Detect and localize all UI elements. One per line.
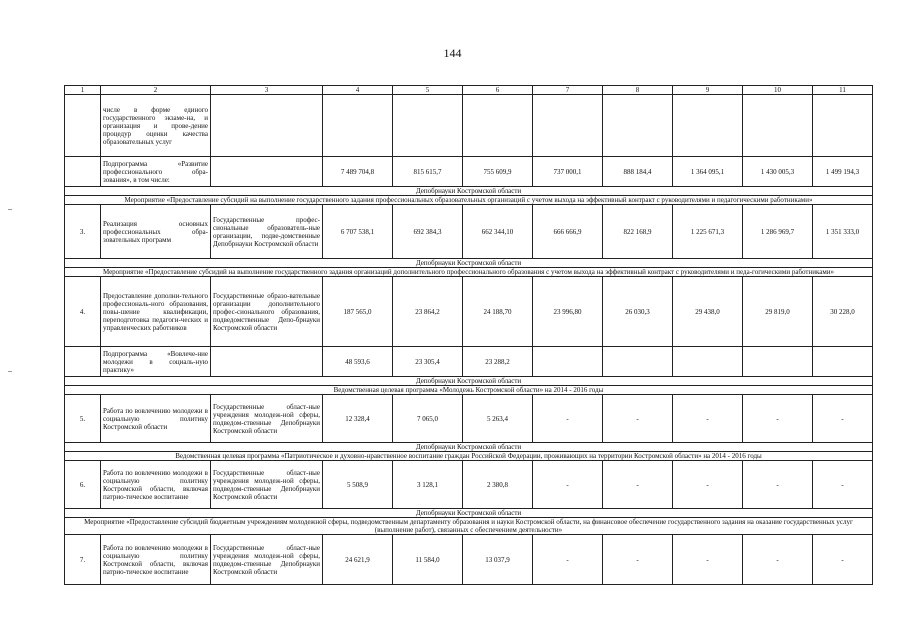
value-cell: -	[673, 395, 743, 443]
value-cell: -	[603, 461, 673, 509]
value-cell: 755 609,9	[463, 157, 533, 187]
value-cell: -	[533, 461, 603, 509]
value-cell: 24 188,70	[463, 277, 533, 347]
measure-row	[65, 518, 873, 535]
subprogram-row	[65, 157, 873, 187]
row-description: Реализация основных профессиональных обра-зовательных программ	[101, 205, 211, 259]
page-number: 144	[443, 46, 462, 60]
section-title: Депобрнауки Костромской области	[65, 377, 873, 386]
row-executor: Государственные област-ные учреждения молодеж-ной сферы, подведом-ственные Депобрнауки Костромской области	[211, 535, 323, 585]
header-cell: 4	[323, 86, 393, 95]
row-number: 3.	[65, 205, 101, 259]
measure-title: Мероприятие «Предоставление субсидий бюджетным учреждениям молодежной сферы, подведомственным департаменту образования и науки Костромской области, на финансовое обеспечение государственного задания на оказание государственных услуг (выполнение работ), связанных с обеспечением деятельности»	[65, 518, 873, 535]
table-row	[65, 95, 873, 157]
value-cell: -	[603, 395, 673, 443]
section-row	[65, 377, 873, 386]
value-cell: -	[813, 461, 873, 509]
row-description: числе в форме единого государственного экзаме-на, и организация и прове-дение процедур оценки качества образовательных услуг	[101, 95, 211, 157]
row-number: 6.	[65, 461, 101, 509]
margin-mark	[8, 209, 12, 210]
value-cell	[673, 347, 743, 377]
value-cell: 30 228,0	[813, 277, 873, 347]
value-cell: -	[743, 461, 813, 509]
value-cell: 48 593,6	[323, 347, 393, 377]
header-cell: 9	[673, 86, 743, 95]
value-cell: 737 000,1	[533, 157, 603, 187]
row-number: 4.	[65, 277, 101, 347]
row-description: Работа по вовлечению молодежи в социальную политику Костромской области, включая патрио-тическое воспитание	[101, 535, 211, 585]
value-cell: 13 037,9	[463, 535, 533, 585]
value-cell: 1 499 194,3	[813, 157, 873, 187]
row-executor: Государственные профес-сиональные образователь-ные организации, подве-домственные Депобрнауки Костромской области	[211, 205, 323, 259]
value-cell: 692 384,3	[393, 205, 463, 259]
header-row	[65, 86, 873, 95]
row-description: Предоставление дополни-тельного профессиональ-ного образования, повы-шение квалификации, переподготовка педагоги-ческих и управленческих работников	[101, 277, 211, 347]
value-cell: 29 438,0	[673, 277, 743, 347]
value-cell: 815 615,7	[393, 157, 463, 187]
value-cell	[743, 347, 813, 377]
value-cell: 888 184,4	[603, 157, 673, 187]
value-cell: 7 065,0	[393, 395, 463, 443]
value-cell: 1 225 671,3	[673, 205, 743, 259]
row-executor: Государственные образо-вательные организации дополнительного профес-сионального образования, подведомственные Депо-брнауки Костромской области	[211, 277, 323, 347]
header-cell: 7	[533, 86, 603, 95]
value-cell: 822 168,9	[603, 205, 673, 259]
measure-title: Ведомственная целевая программа «Патриотическое и духовно-нравственное воспитание граждан Российской Федерации, проживающих на территории Костромской области» на 2014 - 2016 годы	[65, 452, 873, 461]
value-cell	[813, 347, 873, 377]
value-cell: -	[603, 535, 673, 585]
budget-table	[64, 85, 873, 585]
header-cell: 8	[603, 86, 673, 95]
row-executor: Государственные област-ные учреждения молодеж-ной сферы, подведом-ственные Депобрнауки Костромской области	[211, 461, 323, 509]
value-cell: -	[673, 535, 743, 585]
value-cell: 29 819,0	[743, 277, 813, 347]
value-cell: 23 996,80	[533, 277, 603, 347]
value-cell: -	[743, 395, 813, 443]
section-row	[65, 187, 873, 196]
measure-row	[65, 386, 873, 395]
table-row	[65, 205, 873, 259]
table-row	[65, 277, 873, 347]
value-cell: 11 584,0	[393, 535, 463, 585]
value-cell: 1 351 333,0	[813, 205, 873, 259]
measure-title: Мероприятие «Предоставление субсидий на выполнение государственного задания профессиональных образовательных организаций с учетом выхода на эффективный контракт с руководителями и педагогическими работниками»	[65, 196, 873, 205]
value-cell: -	[813, 535, 873, 585]
value-cell: 5 508,9	[323, 461, 393, 509]
value-cell: 23 864,2	[393, 277, 463, 347]
value-cell: 1 286 969,7	[743, 205, 813, 259]
header-cell: 5	[393, 86, 463, 95]
table-row	[65, 535, 873, 585]
measure-title: Ведомственная целевая программа «Молодежь Костромской области» на 2014 - 2016 годы	[65, 386, 873, 395]
value-cell: 662 344,10	[463, 205, 533, 259]
row-description: Работа по вовлечению молодежи в социальную политику Костромской области, включая патрио-тическое воспитание	[101, 461, 211, 509]
table-row	[65, 395, 873, 443]
value-cell: 23 305,4	[393, 347, 463, 377]
section-row	[65, 509, 873, 518]
value-cell: -	[533, 395, 603, 443]
table-row	[65, 461, 873, 509]
section-title: Депобрнауки Костромской области	[65, 443, 873, 452]
header-cell: 3	[211, 86, 323, 95]
row-number: 7.	[65, 535, 101, 585]
value-cell: 5 263,4	[463, 395, 533, 443]
section-title: Депобрнауки Костромской области	[65, 509, 873, 518]
row-description: Подпрограмма «Вовлече-ние молодежи в социаль-ную практику»	[101, 347, 211, 377]
measure-title: Мероприятие «Предоставление субсидий на выполнение государственного задания организаций дополнительного профессионального образования с учетом выхода на эффективный контракт с руководителями и педа-гогическими работниками»	[65, 268, 873, 277]
value-cell: 6 707 538,1	[323, 205, 393, 259]
value-cell: -	[673, 461, 743, 509]
value-cell: -	[533, 535, 603, 585]
value-cell: 12 328,4	[323, 395, 393, 443]
value-cell	[603, 347, 673, 377]
value-cell: 7 489 704,8	[323, 157, 393, 187]
value-cell: 2 380,8	[463, 461, 533, 509]
row-number: 5.	[65, 395, 101, 443]
subprogram-row	[65, 347, 873, 377]
value-cell: 23 288,2	[463, 347, 533, 377]
value-cell	[533, 347, 603, 377]
measure-row	[65, 452, 873, 461]
header-cell: 1	[65, 86, 101, 95]
row-description: Работа по вовлечению молодежи в социальную политику Костромской области	[101, 395, 211, 443]
value-cell: 1 430 005,3	[743, 157, 813, 187]
measure-row	[65, 268, 873, 277]
header-cell: 2	[101, 86, 211, 95]
header-cell: 11	[813, 86, 873, 95]
value-cell: 666 666,9	[533, 205, 603, 259]
section-row	[65, 443, 873, 452]
value-cell: 3 128,1	[393, 461, 463, 509]
header-cell: 6	[463, 86, 533, 95]
value-cell: 1 364 095,1	[673, 157, 743, 187]
value-cell: 187 565,0	[323, 277, 393, 347]
row-description: Подпрограмма «Развитие профессионального обра-зования», в том числе:	[101, 157, 211, 187]
value-cell: -	[813, 395, 873, 443]
margin-mark	[8, 371, 12, 372]
section-title: Депобрнауки Костромской области	[65, 187, 873, 196]
section-row	[65, 259, 873, 268]
row-executor: Государственные област-ные учреждения молодеж-ной сферы, подведом-ственные Депобрнауки Костромской области	[211, 395, 323, 443]
value-cell: -	[743, 535, 813, 585]
section-title: Депобрнауки Костромской области	[65, 259, 873, 268]
measure-row	[65, 196, 873, 205]
value-cell: 26 030,3	[603, 277, 673, 347]
value-cell: 24 621,9	[323, 535, 393, 585]
header-cell: 10	[743, 86, 813, 95]
